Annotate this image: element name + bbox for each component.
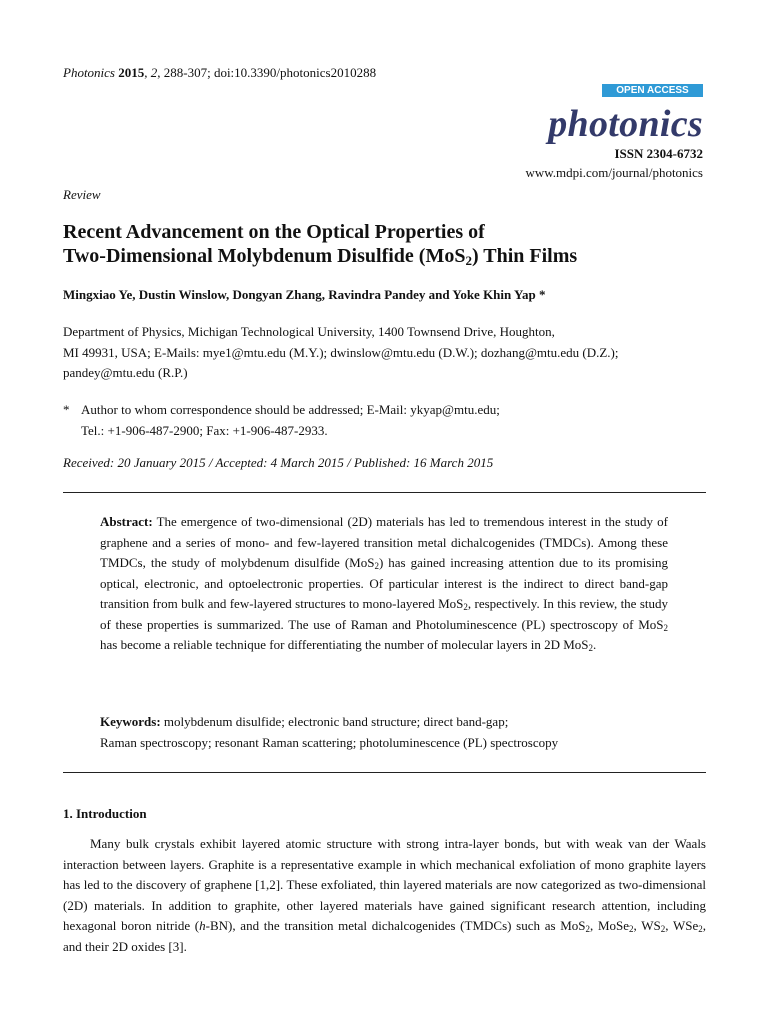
abstract-text: ) has gained increasing attention due to its promising optical, electronic, and optoelectronic properties. Of particular interest is the indirect to direct band-gap transition from bulk and few-layered structures to mono-layered MoS bbox=[100, 555, 669, 611]
title-line-1: Recent Advancement on the Optical Properties of bbox=[63, 221, 485, 243]
subscript: 2 bbox=[374, 561, 379, 571]
abstract-text: , respectively. In this review, the study of these properties is summarized. The use of Raman and Photoluminescence (PL) spectroscopy of MoS bbox=[100, 596, 668, 632]
paragraph-text: , MoSe bbox=[590, 918, 630, 933]
subscript: 2 bbox=[588, 643, 594, 653]
citation-pages-doi: , 288-307; doi:10.3390/photonics2010288 bbox=[157, 65, 377, 80]
article-title bbox=[63, 220, 577, 268]
subscript: 2 bbox=[698, 924, 703, 934]
affiliation-line: pandey@mtu.edu (R.P.) bbox=[63, 365, 188, 380]
citation-journal: Photonics bbox=[63, 65, 115, 80]
journal-logo: photonics bbox=[548, 103, 703, 145]
subscript: 2 bbox=[663, 622, 668, 633]
introduction-body bbox=[63, 834, 706, 957]
italic-text: h bbox=[199, 918, 206, 933]
affiliation bbox=[63, 322, 713, 384]
subscript: 2 bbox=[629, 924, 634, 934]
open-access-badge: OPEN ACCESS bbox=[602, 84, 703, 97]
keywords-label: Keywords: bbox=[100, 714, 161, 729]
subscript: 2 bbox=[463, 602, 468, 612]
correspondence-line: Tel.: +1-906-487-2900; Fax: +1-906-487-2933. bbox=[81, 422, 328, 438]
title-text-end: ) Thin Films bbox=[471, 245, 578, 267]
affiliation-line: MI 49931, USA; E-Mails: mye1@mtu.edu (M.Y.); dwinslow@mtu.edu (D.W.); dozhang@mtu.edu (D.Z.); bbox=[63, 344, 619, 360]
abstract-text: has become a reliable technique for differentiating the number of molecular layers in 2D MoS bbox=[100, 637, 589, 652]
correspondence bbox=[63, 400, 713, 441]
citation-year: 2015 bbox=[118, 65, 145, 80]
affiliation-line: Department of Physics, Michigan Technological University, 1400 Townsend Drive, Houghton, bbox=[63, 324, 555, 339]
abstract-text: The emergence of two-dimensional (2D) materials has led to tremendous interest in the study of graphene and a series of mono- and few-layered transition metal dichalcogenides (TMDCs). Among these TMDCs, the study of molybdenum disulfide (MoS bbox=[100, 514, 668, 570]
divider-bottom bbox=[63, 772, 706, 773]
keywords-text: molybdenum disulfide; electronic band structure; direct band-gap; bbox=[160, 714, 509, 729]
citation-line: Photonics 2015, 2, 288-307; doi:10.3390/photonics2010288 bbox=[63, 65, 377, 80]
abstract-label: Abstract: bbox=[100, 514, 153, 529]
article-type: Review bbox=[63, 187, 101, 202]
citation-volume: 2 bbox=[150, 65, 158, 80]
paragraph-text: -BN), and the transition metal dichalcogenides (TMDCs) such as MoS bbox=[205, 918, 586, 933]
correspondence-line: Author to whom correspondence should be addressed; E-Mail: ykyap@mtu.edu; bbox=[81, 402, 500, 417]
paragraph-text: , and their 2D oxides [3]. bbox=[63, 918, 706, 954]
authors: Mingxiao Ye, Dustin Winslow, Dongyan Zhang, Ravindra Pandey and Yoke Khin Yap * bbox=[63, 287, 546, 302]
paragraph-text: , WS bbox=[633, 918, 661, 933]
title-subscript: 2 bbox=[465, 253, 472, 268]
keywords-text: Raman spectroscopy; resonant Raman scattering; photoluminescence (PL) spectroscopy bbox=[100, 734, 559, 750]
title-text: Two-Dimensional Molybdenum Disulfide (MoS bbox=[63, 245, 466, 267]
journal-url[interactable]: www.mdpi.com/journal/photonics bbox=[525, 165, 703, 180]
title-line-2 bbox=[63, 244, 577, 268]
keywords bbox=[100, 712, 700, 753]
abstract bbox=[100, 512, 668, 656]
correspondence-star: * bbox=[63, 402, 70, 417]
divider-top bbox=[63, 492, 706, 493]
subscript: 2 bbox=[585, 924, 591, 934]
issn: ISSN 2304-6732 bbox=[614, 146, 703, 161]
publication-dates: Received: 20 January 2015 / Accepted: 4 March 2015 / Published: 16 March 2015 bbox=[63, 455, 494, 470]
section-heading: 1. Introduction bbox=[63, 806, 147, 821]
paragraph-text: Many bulk crystals exhibit layered atomic structure with strong intra-layer bonds, but with weak van der Waals interaction between layers. Graphite is a representative example in which mechanical exfoliation of mono graphite layers has led to the discovery of graphene [1,2]. These exfoliated, thin layered materials are now categorized as two-dimensional (2D) materials. In addition to graphite, other layered materials have gained significant research attention, including hexagonal boron nitride ( bbox=[63, 836, 706, 933]
paragraph-text: , WSe bbox=[665, 918, 699, 933]
subscript: 2 bbox=[660, 924, 666, 934]
paragraph bbox=[63, 834, 706, 957]
abstract-text: . bbox=[593, 637, 597, 652]
